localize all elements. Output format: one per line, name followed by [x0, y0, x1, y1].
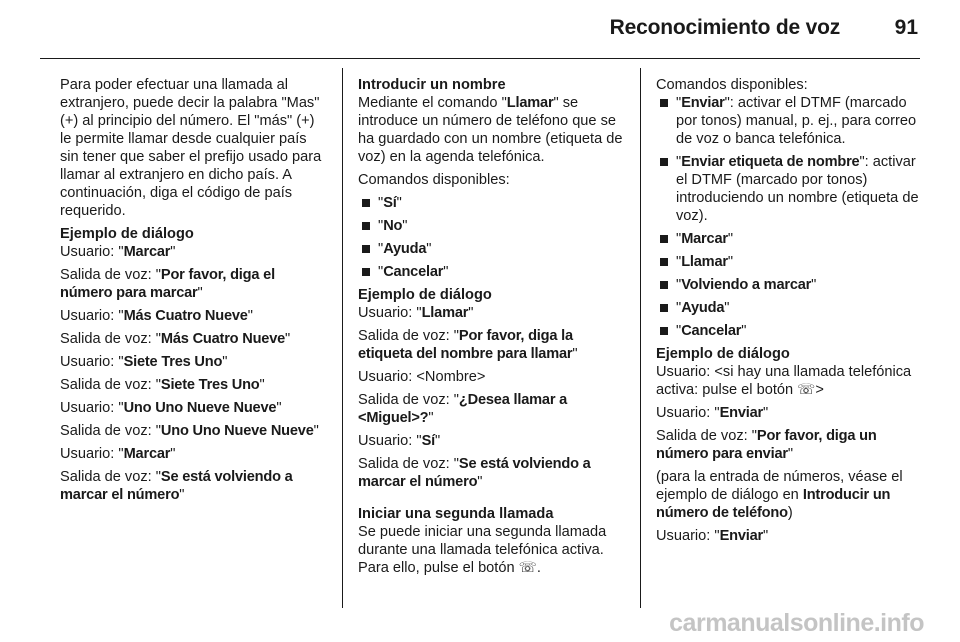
section-heading: Introducir un nombre — [358, 77, 506, 93]
commands-label: Comandos disponibles: — [656, 77, 808, 93]
commands-label: Comandos disponibles: — [358, 172, 510, 188]
section-heading: Iniciar una segunda llamada — [358, 506, 554, 522]
list-item: "Enviar etiqueta de nombre": activar el DTMF (marcado por tonos) introduciendo un nombre (etiqueta de voz). — [656, 153, 924, 225]
dialog-line: Usuario: "Sí" — [358, 433, 441, 449]
dialog-line: Usuario: "Enviar" — [656, 405, 769, 421]
section-heading: Ejemplo de diálogo — [656, 346, 790, 362]
dialog-line: Usuario: "Enviar" — [656, 528, 769, 544]
note-paragraph: (para la entrada de números, véase el ejemplo de diálogo en Introducir un número de teléfono) — [656, 469, 903, 521]
dialog-line: Salida de voz: "Se está volviendo a marcar el número" — [60, 469, 293, 503]
dialog-line: Usuario: "Llamar" — [358, 305, 474, 321]
list-item: "Marcar" — [656, 230, 924, 248]
dialog-line: Usuario: "Más Cuatro Nueve" — [60, 308, 253, 324]
dialog-line: Usuario: <Nombre> — [358, 369, 486, 385]
dialog-line: Salida de voz: "Por favor, diga el número para marcar" — [60, 267, 275, 301]
dialog-line: Salida de voz: "Uno Uno Nueve Nueve" — [60, 423, 319, 439]
page-title: Reconocimiento de voz — [609, 16, 840, 39]
list-item: "Llamar" — [656, 253, 924, 271]
dialog-line: Usuario: "Marcar" — [60, 446, 176, 462]
dialog-line: Usuario: "Uno Uno Nueve Nueve" — [60, 400, 282, 416]
column-divider — [342, 68, 343, 608]
column-2 — [358, 76, 630, 582]
dialog-line: Salida de voz: "Se está volviendo a marcar el número" — [358, 456, 591, 490]
section-heading: Ejemplo de diálogo — [358, 287, 492, 303]
dialog-line: Usuario: "Siete Tres Uno" — [60, 354, 228, 370]
dialog-line: Salida de voz: "¿Desea llamar a <Miguel>?" — [358, 392, 568, 426]
dialog-line: Usuario: <si hay una llamada telefónica activa: pulse el botón ☏> — [656, 364, 912, 398]
dialog-line: Salida de voz: "Por favor, diga un número para enviar" — [656, 428, 877, 462]
command-list — [656, 94, 924, 340]
dialog-line: Usuario: "Marcar" — [60, 244, 176, 260]
column-3 — [656, 76, 924, 550]
list-item: "Enviar": activar el DTMF (marcado por tonos) manual, p. ej., para correo de voz o banca telefónica. — [656, 94, 924, 148]
body-paragraph: Se puede iniciar una segunda llamada durante una llamada telefónica activa. Para ello, pulse el botón ☏. — [358, 524, 607, 576]
header-divider — [40, 58, 920, 59]
dialog-line: Salida de voz: "Por favor, diga la etiqueta del nombre para llamar" — [358, 328, 578, 362]
list-item: "Volviendo a marcar" — [656, 276, 924, 294]
page-header — [0, 0, 960, 60]
list-item: "Cancelar" — [358, 263, 630, 281]
list-item: "Ayuda" — [656, 299, 924, 317]
dialog-line: Salida de voz: "Siete Tres Uno" — [60, 377, 265, 393]
intro-paragraph: Mediante el comando "Llamar" se introduce un número de teléfono que se ha guardado con un nombre (etiqueta de voz) en la agenda telefónica. — [358, 95, 623, 165]
dialog-line: Salida de voz: "Más Cuatro Nueve" — [60, 331, 291, 347]
column-divider — [640, 68, 641, 608]
watermark: carmanualsonline.info — [669, 609, 924, 637]
page-number: 91 — [894, 16, 918, 39]
list-item: "Cancelar" — [656, 322, 924, 340]
column-1 — [60, 76, 328, 509]
command-list — [358, 194, 630, 281]
intro-paragraph: Para poder efectuar una llamada al extranjero, puede decir la palabra "Mas" (+) al principio del número. El "más" (+) le permite llamar desde cualquier país sin tener que saber el prefijo usado para llamar al extranjero en dicho país. A continuación, diga el código de país requerido. — [60, 77, 322, 219]
section-heading: Ejemplo de diálogo — [60, 226, 194, 242]
list-item: "Sí" — [358, 194, 630, 212]
list-item: "No" — [358, 217, 630, 235]
list-item: "Ayuda" — [358, 240, 630, 258]
